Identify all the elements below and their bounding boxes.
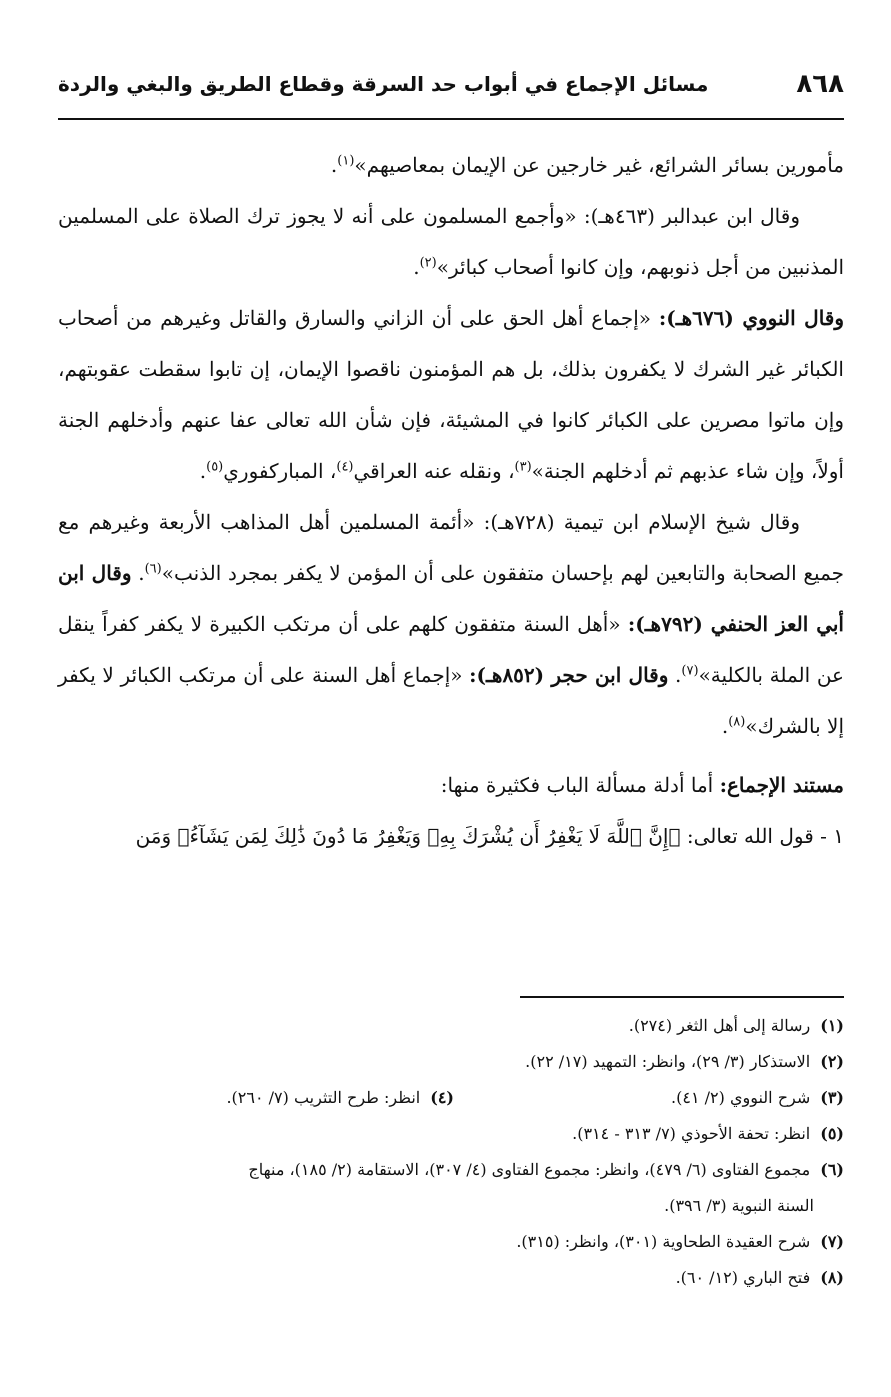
paragraph-evidence-1 <box>58 811 844 862</box>
punctuation: . <box>413 255 420 279</box>
punctuation: . <box>721 714 729 738</box>
footnote-number: (٧) <box>820 1232 844 1251</box>
footnote-8 <box>58 1260 844 1296</box>
paragraph-basis-heading <box>58 760 844 811</box>
footnote-marker: (٣) <box>514 459 532 475</box>
footnote-text: مجموع الفتاوى (٦/ ٤٧٩)، وانظر: مجموع الفتاوى (٤/ ٣٠٧)، الاستقامة (٢/ ١٨٥)، منهاج <box>248 1160 811 1179</box>
footnote-divider <box>520 996 844 998</box>
footnote-text: انظر: طرح التثريب (٧/ ٢٦٠). <box>226 1088 421 1107</box>
footnote-marker: (٥) <box>206 459 224 475</box>
footnote-text: الاستذكار (٣/ ٢٩)، وانظر: التمهيد (١٧/ ٢٢). <box>525 1052 811 1071</box>
main-text <box>58 140 844 862</box>
footnote-marker: (٤) <box>336 459 354 475</box>
speaker-label: وقال ابن أبي العز الحنفي (٧٩٢هـ): <box>58 561 844 636</box>
footnote-4 <box>226 1080 454 1116</box>
punctuation: . <box>668 663 682 687</box>
footnote-text: انظر: تحفة الأحوذي (٧/ ٣١٣ - ٣١٤). <box>572 1124 811 1143</box>
footnote-number: (٥) <box>820 1124 844 1143</box>
footnote-3 <box>454 1080 844 1116</box>
book-page <box>58 0 844 1397</box>
footnote-1 <box>58 1008 844 1044</box>
footnote-6 <box>58 1152 844 1188</box>
paragraph-text: وقال شيخ الإسلام ابن تيمية (٧٢٨هـ): «أئمة المسلمين أهل المذاهب الأربعة وغيرهم مع جميع الصحابة والتابعين لهم بإحسان متفقون على أن المؤمن لا يكفر بمجرد الذنب» <box>58 510 845 585</box>
paragraph-text: ، ونقله عنه العراقي <box>353 459 515 483</box>
paragraph-text: «أهل السنة متفقون كلهم على أن مرتكب الكبيرة لا يكفر كفراً ينقل عن الملة بالكلية» <box>58 612 844 687</box>
footnote-number: (٢) <box>820 1052 844 1071</box>
footnote-text: شرح العقيدة الطحاوية (٣٠١)، وانظر: (٣١٥). <box>516 1232 811 1251</box>
footnote-number: (٦) <box>820 1160 844 1179</box>
footnote-7 <box>58 1224 844 1260</box>
punctuation: . <box>330 153 338 177</box>
speaker-label: وقال ابن حجر (٨٥٢هـ): <box>469 663 669 687</box>
punctuation: . <box>199 459 207 483</box>
header-divider <box>58 118 844 120</box>
paragraph-text: «إجماع أهل السنة على أن مرتكب الكبائر لا يكفر إلا بالشرك» <box>58 663 844 738</box>
footnote-row-3-4 <box>58 1080 844 1116</box>
footnote-6-continuation: السنة النبوية (٣/ ٣٩٦). <box>664 1196 814 1215</box>
paragraph-continuation <box>58 140 844 191</box>
running-header <box>58 62 844 106</box>
quran-verse: ﴿إِنَّ ٱللَّهَ لَا يَغْفِرُ أَن يُشْرَكَ بِهِۦ وَيَغْفِرُ مَا دُونَ ذَٰلِكَ لِمَن يَشَآءُۚ وَمَن <box>135 824 681 848</box>
paragraph-ibn-abd-al-barr <box>58 191 844 293</box>
speaker-label: وقال النووي (٦٧٦هـ): <box>658 306 845 330</box>
footnote-text: فتح الباري (١٢/ ٦٠). <box>675 1268 811 1287</box>
footnote-marker: (١) <box>337 153 355 169</box>
footnote-number: (١) <box>820 1016 844 1035</box>
page-number: ٨٦٨ <box>796 69 844 99</box>
paragraph-ibn-taymiyya <box>58 497 844 752</box>
paragraph-text: ، المباركفوري <box>223 459 337 483</box>
footnote-text: رسالة إلى أهل الثغر (٢٧٤). <box>628 1016 811 1035</box>
footnote-text: شرح النووي (٢/ ٤١). <box>671 1088 811 1107</box>
footnote-5 <box>58 1116 844 1152</box>
footnote-marker: (٦) <box>144 561 162 577</box>
footnotes <box>58 1008 844 1296</box>
paragraph-text: «إجماع أهل الحق على أن الزاني والسارق والقاتل وغيرهم من أصحاب الكبائر غير الشرك لا يكفرون بذلك، بل هم المؤمنون ناقصوا الإيمان، إن تابوا سقطت عقوبتهم، وإن ماتوا مصرين على الكبائر كانوا في المشيئة، فإن شأن الله تعالى عفا عنهم وأدخلهم الجنة أولاً، وإن شاء عذبهم ثم أدخلهم الجنة» <box>58 306 844 483</box>
footnote-2 <box>58 1044 844 1080</box>
running-title: مسائل الإجماع في أبواب حد السرقة وقطاع الطريق والبغي والردة <box>58 72 709 96</box>
footnote-number: (٨) <box>820 1268 844 1287</box>
footnote-marker: (٨) <box>728 714 746 730</box>
paragraph-text: مأمورين بسائر الشرائع، غير خارجين عن الإيمان بمعاصيهم» <box>354 153 844 177</box>
paragraph-nawawi <box>58 293 844 497</box>
punctuation: . <box>131 561 145 585</box>
section-label: مستند الإجماع: <box>719 773 844 797</box>
footnote-marker: (٢) <box>419 255 437 271</box>
footnote-number: (٣) <box>820 1088 844 1107</box>
footnote-number: (٤) <box>430 1088 454 1107</box>
footnote-marker: (٧) <box>681 663 699 679</box>
paragraph-text: ١ - قول الله تعالى: <box>680 824 844 848</box>
paragraph-text: وقال ابن عبدالبر (٤٦٣هـ): «وأجمع المسلمون على أنه لا يجوز ترك الصلاة على المسلمين المذنبين من أجل ذنوبهم، وإن كانوا أصحاب كبائر» <box>58 204 844 279</box>
paragraph-text: أما أدلة مسألة الباب فكثيرة منها: <box>440 773 720 797</box>
